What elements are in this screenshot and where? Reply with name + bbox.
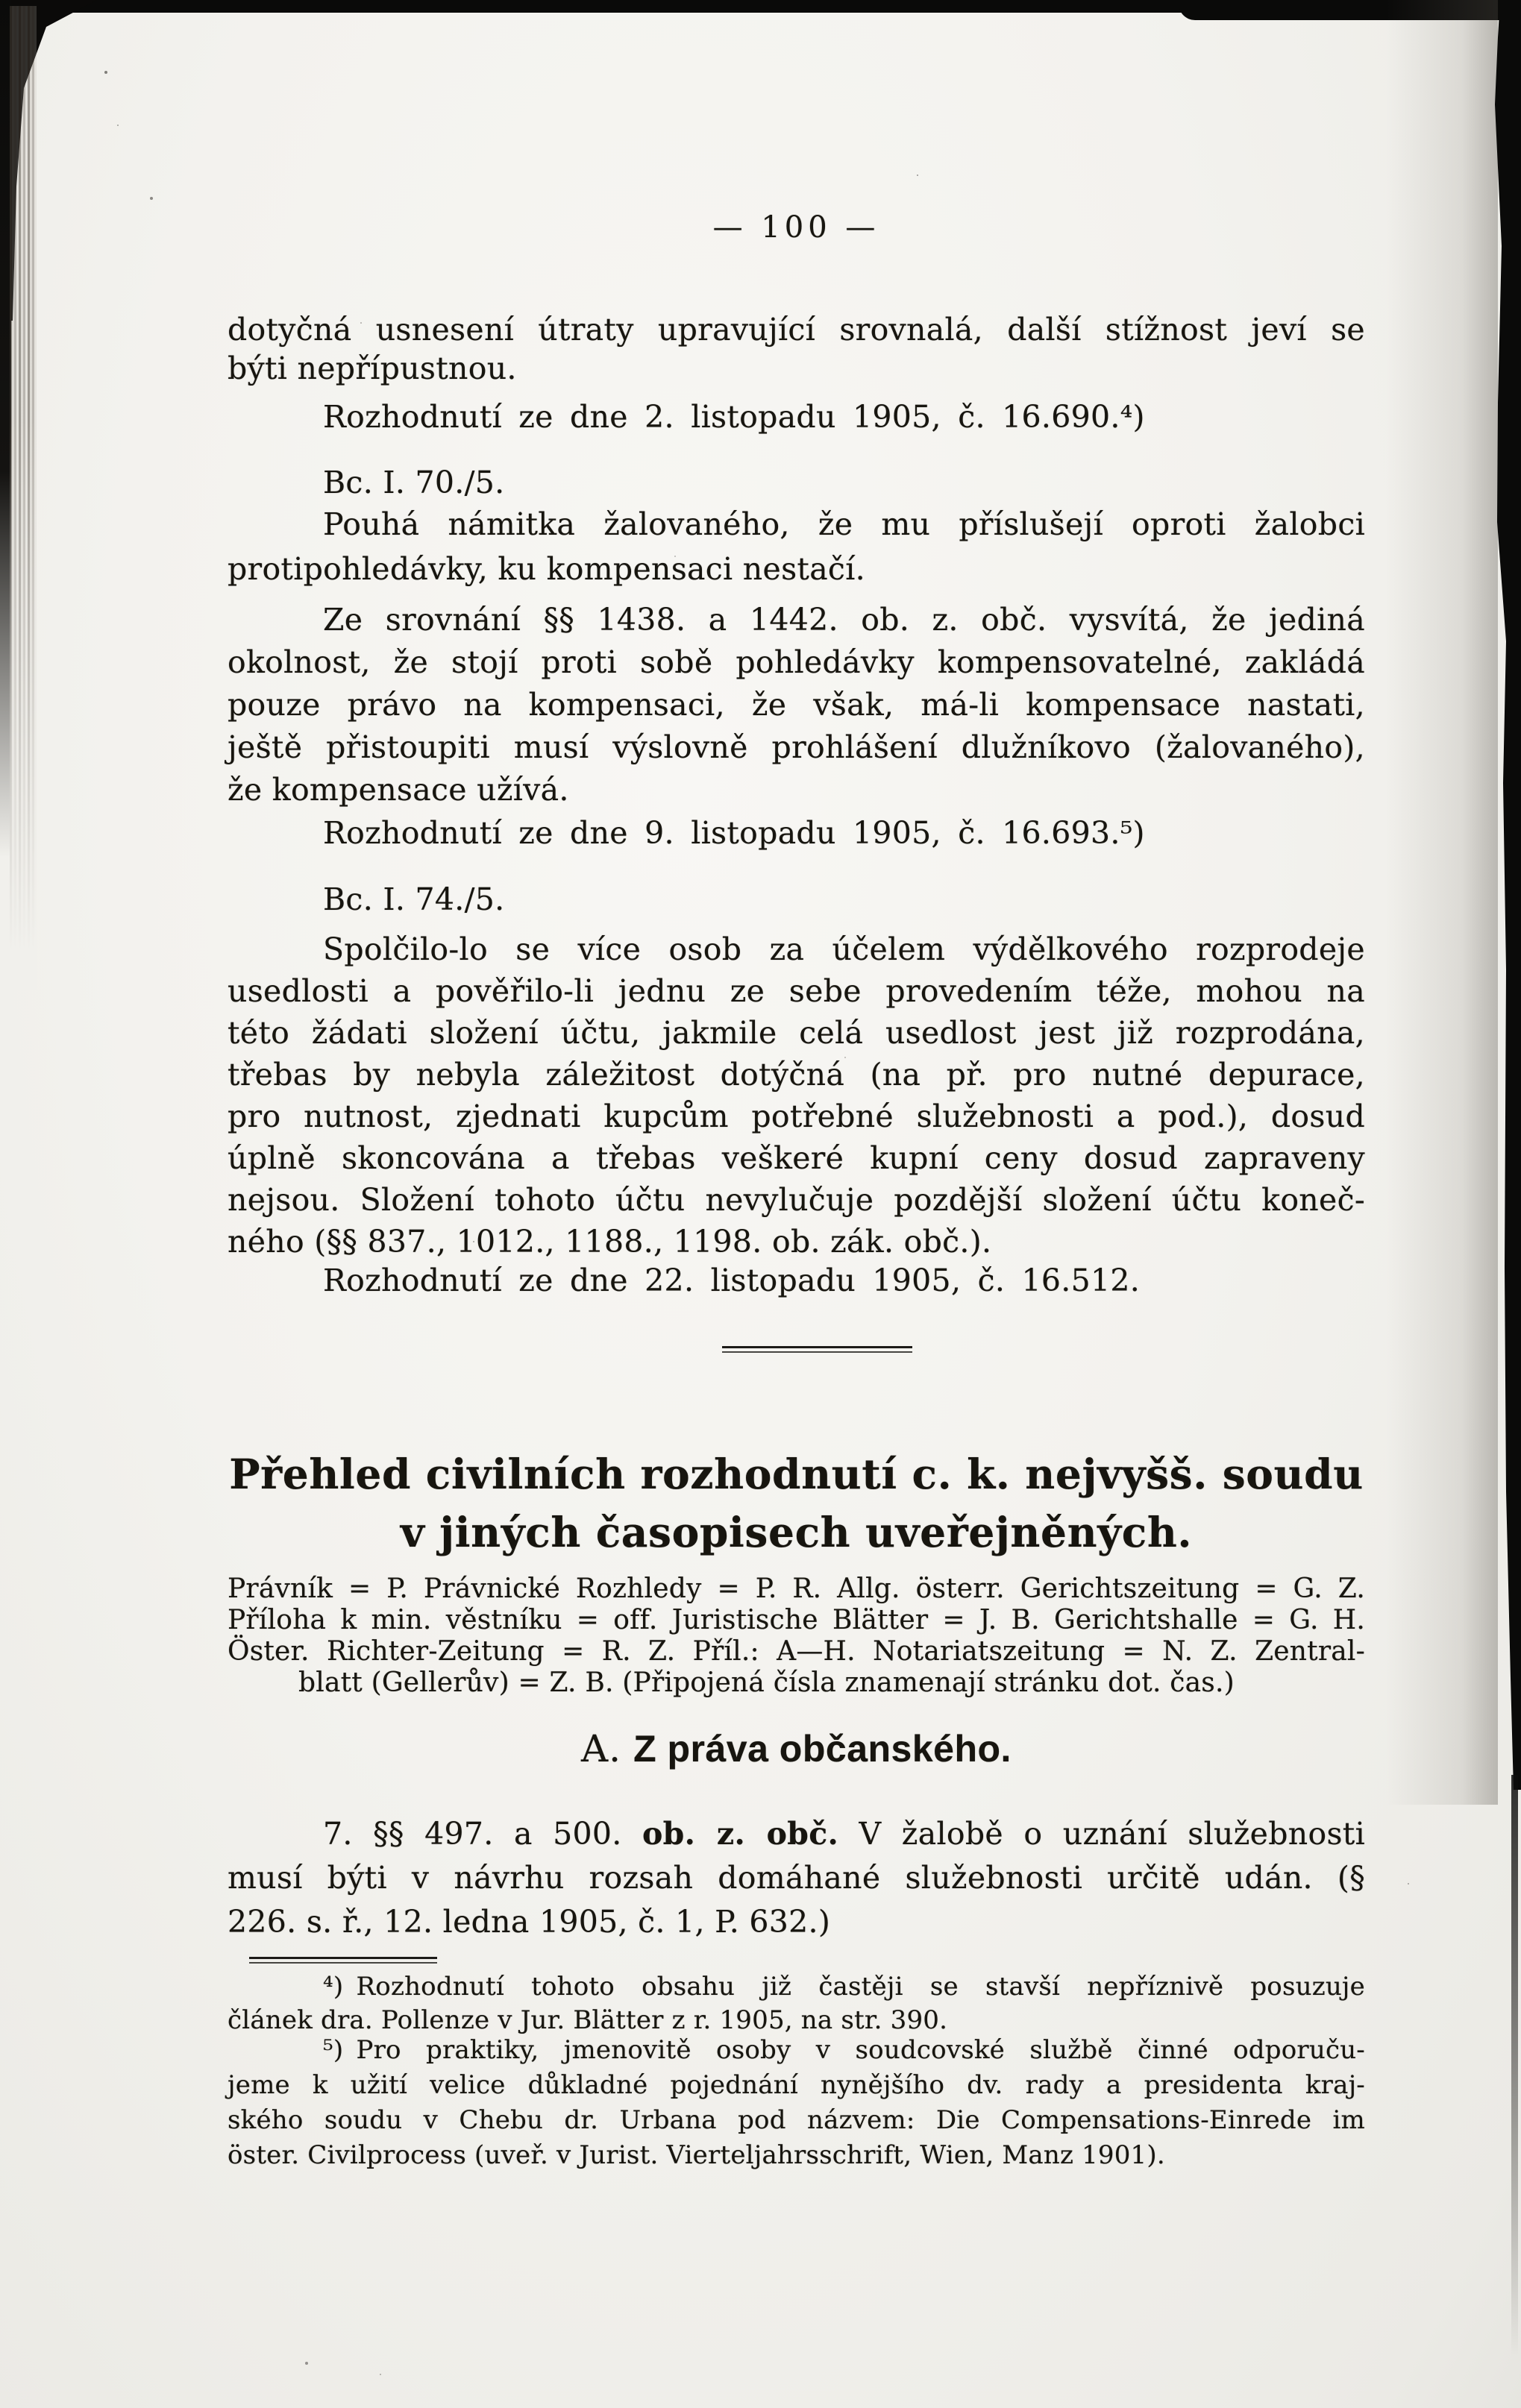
subsection-heading bbox=[228, 1727, 1365, 1770]
text-line: blatt (Gellerův) = Z. B. (Připojená čísla znamenají stránku dot. čas.) bbox=[298, 1667, 1235, 1698]
text-line: Pouhá námitka žalovaného, že mu příslušejí oproti žalobci bbox=[323, 506, 1365, 542]
scan-border-right-tail bbox=[1511, 1775, 1518, 2357]
text-line: úplně skoncována a třebas veškeré kupní ceny dosud zapraveny bbox=[228, 1140, 1365, 1176]
text-line: okolnost, že stojí proti sobě pohledávky kompensovatelné, zakládá bbox=[228, 644, 1365, 680]
text-line: býti nepřípustnou. bbox=[228, 350, 517, 386]
text-line: ještě přistoupiti musí výslovně prohlášení dlužníkovo (žalovaného), bbox=[228, 729, 1365, 765]
ink-specks bbox=[0, 0, 3, 3]
decision-line-2 bbox=[228, 812, 1365, 854]
item-7-bold-ref: ob. z. obč. bbox=[642, 1816, 839, 1852]
text-line: 226. s. ř., 12. ledna 1905, č. 1, P. 632.) bbox=[228, 1904, 831, 1940]
page-number-block bbox=[228, 210, 1365, 245]
text-line: Öster. Richter-Zeitung = R. Z. Příl.: A—H. Notariatszeitung = N. Z. Zentral- bbox=[228, 1636, 1365, 1667]
paragraph-spolcilo bbox=[228, 928, 1365, 1263]
scan-shadow-right bbox=[1386, 0, 1498, 1805]
text-line: Spolčilo-lo se více osob za účelem výdělkového rozprodeje bbox=[323, 931, 1365, 967]
text-line: öster. Civilprocess (uveř. v Jurist. Vierteljahrsschrift, Wien, Manz 1901). bbox=[228, 2140, 1165, 2170]
section-heading bbox=[228, 1445, 1365, 1562]
text-line: ného (§§ 837., 1012., 1188., 1198. ob. zák. obč.). bbox=[228, 1224, 992, 1260]
text-line: Příloha k min. věstníku = off. Juristische Blätter = J. B. Gerichtshalle = G. H. bbox=[228, 1605, 1365, 1635]
text-line: že kompensace užívá. bbox=[228, 772, 569, 808]
text-line: pro nutnost, zjednati kupcům potřebné služebnosti a pod.), dosud bbox=[228, 1098, 1365, 1134]
text-line: pouze právo na kompensaci, že však, má-li kompensace nastati, bbox=[228, 687, 1365, 723]
text-line: jeme k užití velice důkladné pojednání nynějšího dv. rady a presidenta kraj- bbox=[228, 2070, 1365, 2100]
case-reference-2 bbox=[228, 878, 1365, 920]
section-heading-line: Přehled civilních rozhodnutí c. k. nejvyšš. soudu bbox=[229, 1450, 1364, 1498]
decision-line-1 bbox=[228, 396, 1365, 438]
text-line: musí býti v návrhu rozsah domáhané služebnosti určitě udán. (§ bbox=[228, 1860, 1365, 1896]
section-heading-line: v jiných časopisech uveřejněných. bbox=[400, 1508, 1193, 1556]
case-reference-1 bbox=[228, 462, 1365, 503]
paragraph-continuation bbox=[228, 310, 1365, 388]
paragraph-pouha-namitka bbox=[228, 502, 1365, 591]
decision-line-3 bbox=[228, 1260, 1365, 1301]
text-line: Rozhodnutí ze dne 9. listopadu 1905, č. 16.693.⁵) bbox=[323, 815, 1145, 851]
text-line: Bc. I. 70./5. bbox=[323, 465, 505, 500]
text-line: ⁵) Pro praktiky, jmenovitě osoby v soudcovské službě činné odporuču- bbox=[323, 2035, 1365, 2065]
text-line: článek dra. Pollenze v Jur. Blätter z r. 1905, na str. 390. bbox=[228, 2005, 948, 2035]
text-line: této žádati složení účtu, jakmile celá usedlost jest již rozprodána, bbox=[228, 1015, 1365, 1051]
item-7 bbox=[228, 1812, 1365, 1944]
page-edge-striations bbox=[10, 6, 37, 990]
text-line: Rozhodnutí ze dne 22. listopadu 1905, č. 16.512. bbox=[323, 1263, 1141, 1298]
text-line: Rozhodnutí ze dne 2. listopadu 1905, č. 16.690.⁴) bbox=[323, 399, 1145, 435]
text-line: usedlosti a pověřilo-li jednu ze sebe provedením téže, mohou na bbox=[228, 973, 1365, 1009]
subsection-label: A. bbox=[581, 1727, 622, 1770]
text-line bbox=[228, 1812, 1365, 1856]
section-divider bbox=[722, 1346, 912, 1353]
footnote-4 bbox=[228, 1970, 1365, 2037]
text-line: protipohledávky, ku kompensaci nestačí. bbox=[228, 551, 865, 587]
footnote-5 bbox=[228, 2033, 1365, 2173]
text-line: Právník = P. Právnické Rozhledy = P. R. Allg. österr. Gerichtszeitung = G. Z. bbox=[228, 1574, 1365, 1604]
page-number: — 100 — bbox=[712, 210, 880, 245]
text-line: třebas by nebyla záležitost dotýčná (na př. pro nutné depurace, bbox=[228, 1057, 1365, 1093]
item-7-text: V žalobě o uznání služebnosti bbox=[838, 1816, 1365, 1852]
text-line: Ze srovnání §§ 1438. a 1442. ob. z. obč. vysvítá, že jediná bbox=[323, 602, 1365, 638]
text-line: dotyčná usnesení útraty upravující srovnalá, další stížnost jeví se bbox=[228, 312, 1365, 348]
abbreviation-key bbox=[228, 1574, 1365, 1699]
text-line: Bc. I. 74./5. bbox=[323, 881, 505, 917]
text-line: ského soudu v Chebu dr. Urbana pod názvem: Die Compensations-Einrede im bbox=[228, 2105, 1365, 2135]
text-line: ⁴) Rozhodnutí tohoto obsahu již častěji se stavší nepříznivě posuzuje bbox=[323, 1972, 1365, 2002]
footnote-rule bbox=[249, 1957, 437, 1964]
item-7-number-refs: 7. §§ 497. a 500. bbox=[323, 1816, 643, 1852]
text-line: nejsou. Složení tohoto účtu nevylučuje pozdější složení účtu koneč- bbox=[228, 1182, 1365, 1218]
subsection-title: Z práva občanského. bbox=[633, 1728, 1012, 1770]
paragraph-ze-srovnani bbox=[228, 599, 1365, 811]
